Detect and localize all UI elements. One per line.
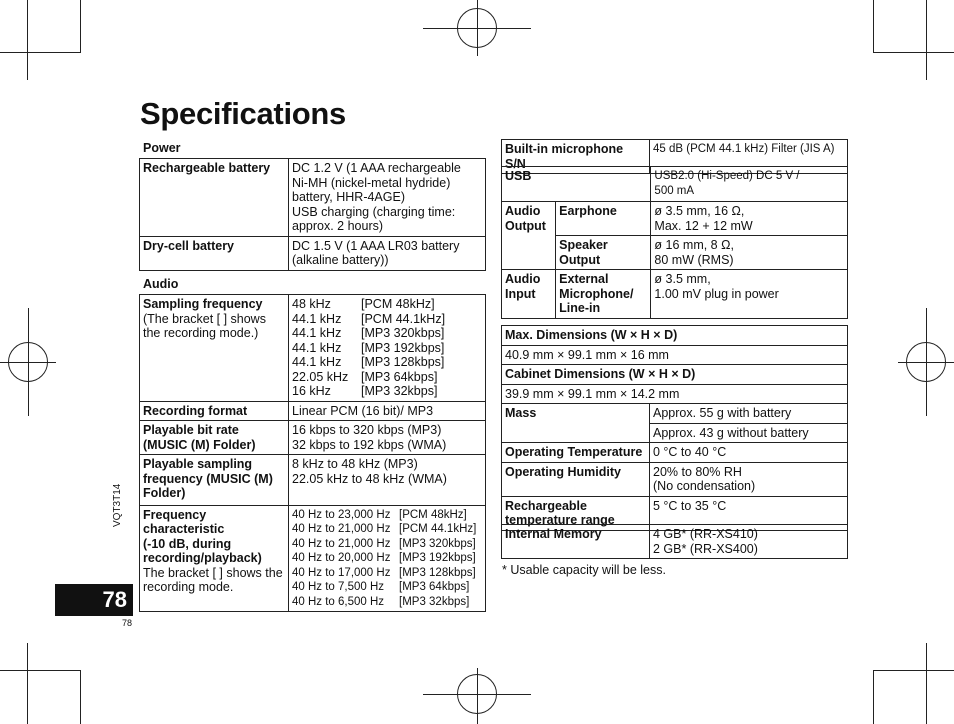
row-value: 39.9 mm × 99.1 mm × 14.2 mm bbox=[502, 384, 848, 404]
value-line: 1.00 mV plug in power bbox=[654, 286, 779, 301]
table-row bbox=[140, 505, 486, 612]
audio-table bbox=[139, 294, 486, 612]
crop-mark bbox=[926, 0, 927, 80]
crop-mark bbox=[0, 670, 80, 671]
rate-frequency: 48 kHz bbox=[292, 297, 331, 311]
row-label: Rechargeable battery bbox=[140, 159, 289, 237]
row-label: Operating Temperature bbox=[502, 443, 650, 463]
value-line: DC 1.2 V (1 AAA rechargeable bbox=[292, 161, 461, 175]
rate-frequency: 44.1 kHz bbox=[292, 326, 342, 340]
row-label: Earphone bbox=[556, 202, 651, 236]
row-value bbox=[650, 525, 848, 559]
freq-line bbox=[292, 566, 482, 581]
rate-line bbox=[292, 370, 482, 385]
table-row bbox=[140, 421, 486, 455]
row-group-label: Audio Output bbox=[502, 202, 556, 270]
table-row bbox=[140, 401, 486, 421]
value-line: 22.05 kHz to 48 kHz (WMA) bbox=[292, 471, 447, 486]
row-value bbox=[289, 159, 486, 237]
value-line: Max. 12 + 12 mW bbox=[654, 218, 753, 233]
page-title: Specifications bbox=[140, 96, 346, 131]
value-line: Ni-MH (nickel-metal hydride) bbox=[292, 175, 451, 190]
page-number-small: 78 bbox=[122, 618, 133, 628]
table-row bbox=[502, 384, 848, 404]
row-value: Approx. 43 g without battery bbox=[650, 423, 848, 443]
table-row bbox=[502, 270, 848, 319]
table-row bbox=[502, 404, 848, 424]
freq-range: 40 Hz to 17,000 Hz bbox=[292, 566, 391, 579]
table-row bbox=[502, 462, 848, 496]
row-value bbox=[289, 295, 486, 402]
crop-mark bbox=[27, 643, 28, 724]
crop-mark bbox=[0, 52, 80, 53]
row-label: Dry-cell battery bbox=[140, 236, 289, 270]
row-label: External Microphone/ Line-in bbox=[556, 270, 651, 319]
label-text: Frequency characteristic bbox=[143, 507, 225, 536]
freq-range: 40 Hz to 7,500 Hz bbox=[292, 581, 385, 593]
value-line: approx. 2 hours) bbox=[292, 219, 384, 233]
rate-mode: [MP3 32kbps] bbox=[361, 384, 438, 398]
table-row bbox=[502, 443, 848, 463]
table-row bbox=[502, 167, 848, 202]
row-value bbox=[289, 236, 486, 270]
row-value bbox=[651, 270, 848, 319]
row-label: Rechargeable temperature range bbox=[502, 496, 650, 530]
row-group-label: Audio Input bbox=[502, 270, 556, 319]
value-line: USB2.0 (Hi-Speed) DC 5 V / bbox=[654, 170, 800, 182]
row-label: Speaker Output bbox=[556, 236, 651, 270]
power-heading: Power bbox=[143, 141, 181, 155]
rate-mode: [PCM 48kHz] bbox=[361, 297, 435, 311]
freq-range: 40 Hz to 23,000 Hz bbox=[292, 508, 391, 521]
value-line: ø 3.5 mm, 16 Ω, bbox=[654, 204, 745, 218]
table-row bbox=[140, 295, 486, 402]
freq-line bbox=[292, 522, 482, 537]
row-value bbox=[651, 202, 848, 236]
table-row bbox=[502, 365, 848, 385]
value-line: 500 mA bbox=[654, 184, 695, 197]
row-label: Operating Humidity bbox=[502, 462, 650, 496]
label-text: (-10 dB, during recording/playback) bbox=[143, 536, 262, 565]
row-value: 0 °C to 40 °C bbox=[650, 443, 848, 463]
freq-mode: [MP3 192kbps] bbox=[399, 552, 476, 564]
table-row bbox=[140, 455, 486, 506]
rate-line bbox=[292, 312, 482, 327]
freq-range: 40 Hz to 6,500 Hz bbox=[292, 595, 385, 608]
table-row bbox=[502, 326, 848, 346]
rate-mode: [MP3 192kbps] bbox=[361, 340, 445, 355]
table-row bbox=[140, 236, 486, 270]
row-value bbox=[289, 505, 486, 612]
value-line: battery, HHR-4AGE) bbox=[292, 190, 405, 204]
rate-line bbox=[292, 341, 482, 356]
rate-frequency: 44.1 kHz bbox=[292, 355, 342, 369]
freq-line bbox=[292, 508, 482, 523]
rate-frequency: 44.1 kHz bbox=[292, 311, 342, 326]
model-code: VQT3T14 bbox=[112, 483, 123, 527]
crop-mark bbox=[873, 670, 954, 671]
freq-range: 40 Hz to 20,000 Hz bbox=[292, 552, 391, 564]
value-line: (alkaline battery)) bbox=[292, 253, 389, 267]
value-line: 32 kbps to 192 kbps (WMA) bbox=[292, 437, 447, 452]
value-line: 80 mW (RMS) bbox=[654, 252, 734, 267]
rate-mode: [MP3 320kbps] bbox=[361, 326, 445, 340]
rate-line bbox=[292, 355, 482, 370]
table-row bbox=[502, 202, 848, 236]
row-value bbox=[289, 455, 486, 506]
value-line: USB charging (charging time: bbox=[292, 204, 456, 219]
value-line: 20% to 80% RH bbox=[653, 464, 742, 479]
value-line: 4 GB* (RR-XS410) bbox=[653, 527, 758, 541]
row-value bbox=[651, 236, 848, 270]
rate-line bbox=[292, 326, 482, 341]
freq-mode: [MP3 128kbps] bbox=[399, 566, 476, 579]
row-value bbox=[651, 167, 848, 202]
row-label: Mass bbox=[502, 404, 650, 443]
crop-mark bbox=[80, 0, 81, 53]
row-value: 45 dB (PCM 44.1 kHz) Filter (JIS A) bbox=[650, 140, 848, 174]
row-label bbox=[140, 295, 289, 402]
freq-mode: [MP3 64kbps] bbox=[399, 581, 470, 593]
value-line: 2 GB* (RR-XS400) bbox=[653, 541, 758, 556]
crop-mark bbox=[873, 670, 874, 724]
table-row bbox=[140, 159, 486, 237]
crop-mark bbox=[873, 0, 874, 53]
row-label: Cabinet Dimensions (W × H × D) bbox=[502, 365, 848, 385]
row-label bbox=[140, 505, 289, 612]
row-label: Built-in microphone S/N bbox=[502, 140, 650, 174]
row-value: 5 °C to 35 °C bbox=[650, 496, 848, 530]
label-note: The bracket [ ] shows the recording mode. bbox=[143, 565, 283, 594]
row-value: 40.9 mm × 99.1 mm × 16 mm bbox=[502, 345, 848, 365]
freq-line bbox=[292, 537, 482, 552]
value-line: (No condensation) bbox=[653, 479, 756, 493]
value-line: 16 kbps to 320 kbps (MP3) bbox=[292, 423, 442, 437]
freq-line bbox=[292, 551, 482, 566]
audio-heading: Audio bbox=[143, 277, 179, 291]
page-number-tab: 78 bbox=[55, 584, 133, 616]
row-label: Playable sampling frequency (MUSIC (M) Folder) bbox=[140, 455, 289, 506]
freq-mode: [MP3 32kbps] bbox=[399, 595, 470, 608]
freq-mode: [PCM 48kHz] bbox=[399, 508, 467, 521]
crop-mark bbox=[873, 52, 954, 53]
crop-mark bbox=[926, 643, 927, 724]
crop-mark bbox=[27, 0, 28, 80]
row-value: Linear PCM (16 bit)/ MP3 bbox=[289, 401, 486, 421]
footnote: * Usable capacity will be less. bbox=[502, 563, 666, 577]
row-label: Internal Memory bbox=[502, 525, 650, 559]
freq-line bbox=[292, 595, 482, 610]
label-note: (The bracket [ ] shows the recording mode.) bbox=[143, 311, 266, 340]
row-value bbox=[289, 421, 486, 455]
rate-frequency: 22.05 kHz bbox=[292, 369, 349, 384]
row-value: Approx. 55 g with battery bbox=[650, 404, 848, 424]
row-label: Playable bit rate (MUSIC (M) Folder) bbox=[140, 421, 289, 455]
rate-mode: [PCM 44.1kHz] bbox=[361, 311, 446, 326]
crop-mark bbox=[80, 670, 81, 724]
value-line: DC 1.5 V (1 AAA LR03 battery bbox=[292, 238, 460, 253]
freq-mode: [PCM 44.1kHz] bbox=[399, 523, 477, 535]
value-line: 8 kHz to 48 kHz (MP3) bbox=[292, 457, 418, 471]
freq-mode: [MP3 320kbps] bbox=[399, 537, 476, 550]
rate-mode: [MP3 128kbps] bbox=[361, 355, 445, 369]
table-row bbox=[502, 525, 848, 559]
freq-range: 40 Hz to 21,000 Hz bbox=[292, 537, 391, 550]
row-label: USB bbox=[502, 167, 651, 202]
row-label: Recording format bbox=[140, 401, 289, 421]
rate-frequency: 16 kHz bbox=[292, 384, 331, 398]
rate-line bbox=[292, 297, 482, 312]
table-row bbox=[502, 345, 848, 365]
rate-mode: [MP3 64kbps] bbox=[361, 369, 438, 384]
dimensions-table bbox=[501, 325, 848, 531]
rate-frequency: 44.1 kHz bbox=[292, 340, 342, 355]
io-table bbox=[501, 166, 848, 319]
rate-line bbox=[292, 384, 482, 399]
label-text: Sampling frequency bbox=[143, 297, 263, 311]
freq-range: 40 Hz to 21,000 Hz bbox=[292, 523, 391, 535]
value-line: ø 3.5 mm, bbox=[654, 272, 711, 286]
power-table bbox=[139, 158, 486, 271]
memory-table bbox=[501, 524, 848, 559]
row-value bbox=[650, 462, 848, 496]
row-label: Max. Dimensions (W × H × D) bbox=[502, 326, 848, 346]
value-line: ø 16 mm, 8 Ω, bbox=[654, 238, 734, 252]
freq-line bbox=[292, 580, 482, 595]
